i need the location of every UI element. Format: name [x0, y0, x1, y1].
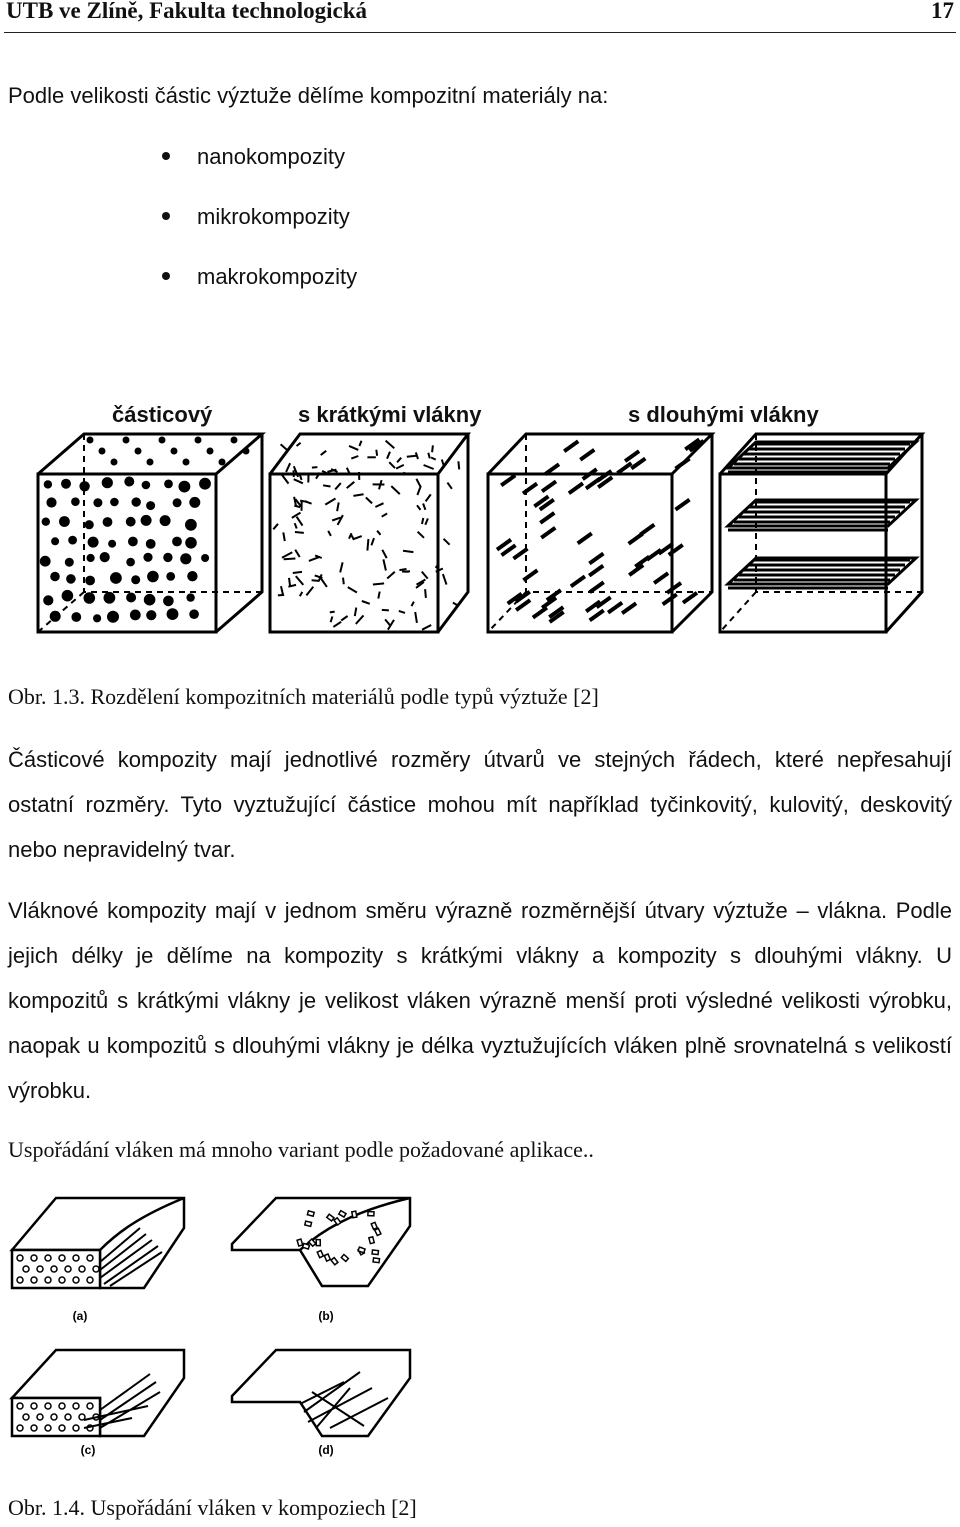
bullet-icon — [162, 152, 170, 160]
page-number: 17 — [931, 0, 954, 23]
figure-label-long-fibers: s dlouhými vlákny — [628, 402, 819, 427]
figure-label-particulate: částicový — [112, 402, 213, 427]
panel-a-label: (a) — [72, 1309, 88, 1323]
paragraph-fibrous: Vláknové kompozity mají v jednom směru výrazně rozměrnější útvary výztuže – vlákna. Podle jejich délky je dělíme na kompozity s krátkými vlákny a kompozity s dlouhými vlákny. U kompozitů s krátkými vlákny je velikost vláken výrazně menší proti výsledné velikosti výrobku, naopak u kompozitů s dlouhými vlákny je délka vyztužujících vláken plně srovnatelná s velikostí výrobku. — [8, 898, 952, 1103]
running-header-title: UTB ve Zlíně, Fakulta technologická — [6, 0, 367, 23]
paragraph-fiber-arrangement: Uspořádání vláken má mnoho variant podle požadované aplikace.. — [8, 1137, 594, 1162]
figure-label-short-fibers: s krátkými vlákny — [298, 402, 482, 427]
bullet-item: mikrokompozity — [162, 202, 350, 232]
bullet-item: makrokompozity — [162, 262, 357, 292]
panel-a-slab — [12, 1198, 184, 1288]
panel-b-label: (b) — [318, 1309, 334, 1323]
panel-b-slab — [232, 1198, 410, 1286]
paragraph-particulate: Částicové kompozity mají jednotlivé rozměry útvarů ve stejných řádech, které nepřesahují ostatní rozměry. Tyto vyztužující částice mohou mít například tyčinkovitý, kulovitý, deskovitý nebo nepravidelný tvar. — [8, 747, 952, 862]
bullet-icon — [162, 212, 170, 220]
header-divider — [4, 32, 956, 33]
panel-c-label: (c) — [80, 1443, 96, 1457]
figure1-caption: Obr. 1.3. Rozdělení kompozitních materiálů podle typů výztuže [2] — [8, 684, 599, 709]
figure2-caption: Obr. 1.4. Uspořádání vláken v kompoziech [2] — [8, 1495, 417, 1520]
composite-types-figure — [0, 428, 960, 640]
intro-sentence: Podle velikosti částic výztuže dělíme kompozitní materiály na: — [8, 83, 609, 108]
panel-d-label: (d) — [318, 1443, 334, 1457]
bullet-icon — [162, 272, 170, 280]
fiber-arrangement-figure — [0, 1192, 500, 1472]
bullet-item: nanokompozity — [162, 142, 345, 172]
